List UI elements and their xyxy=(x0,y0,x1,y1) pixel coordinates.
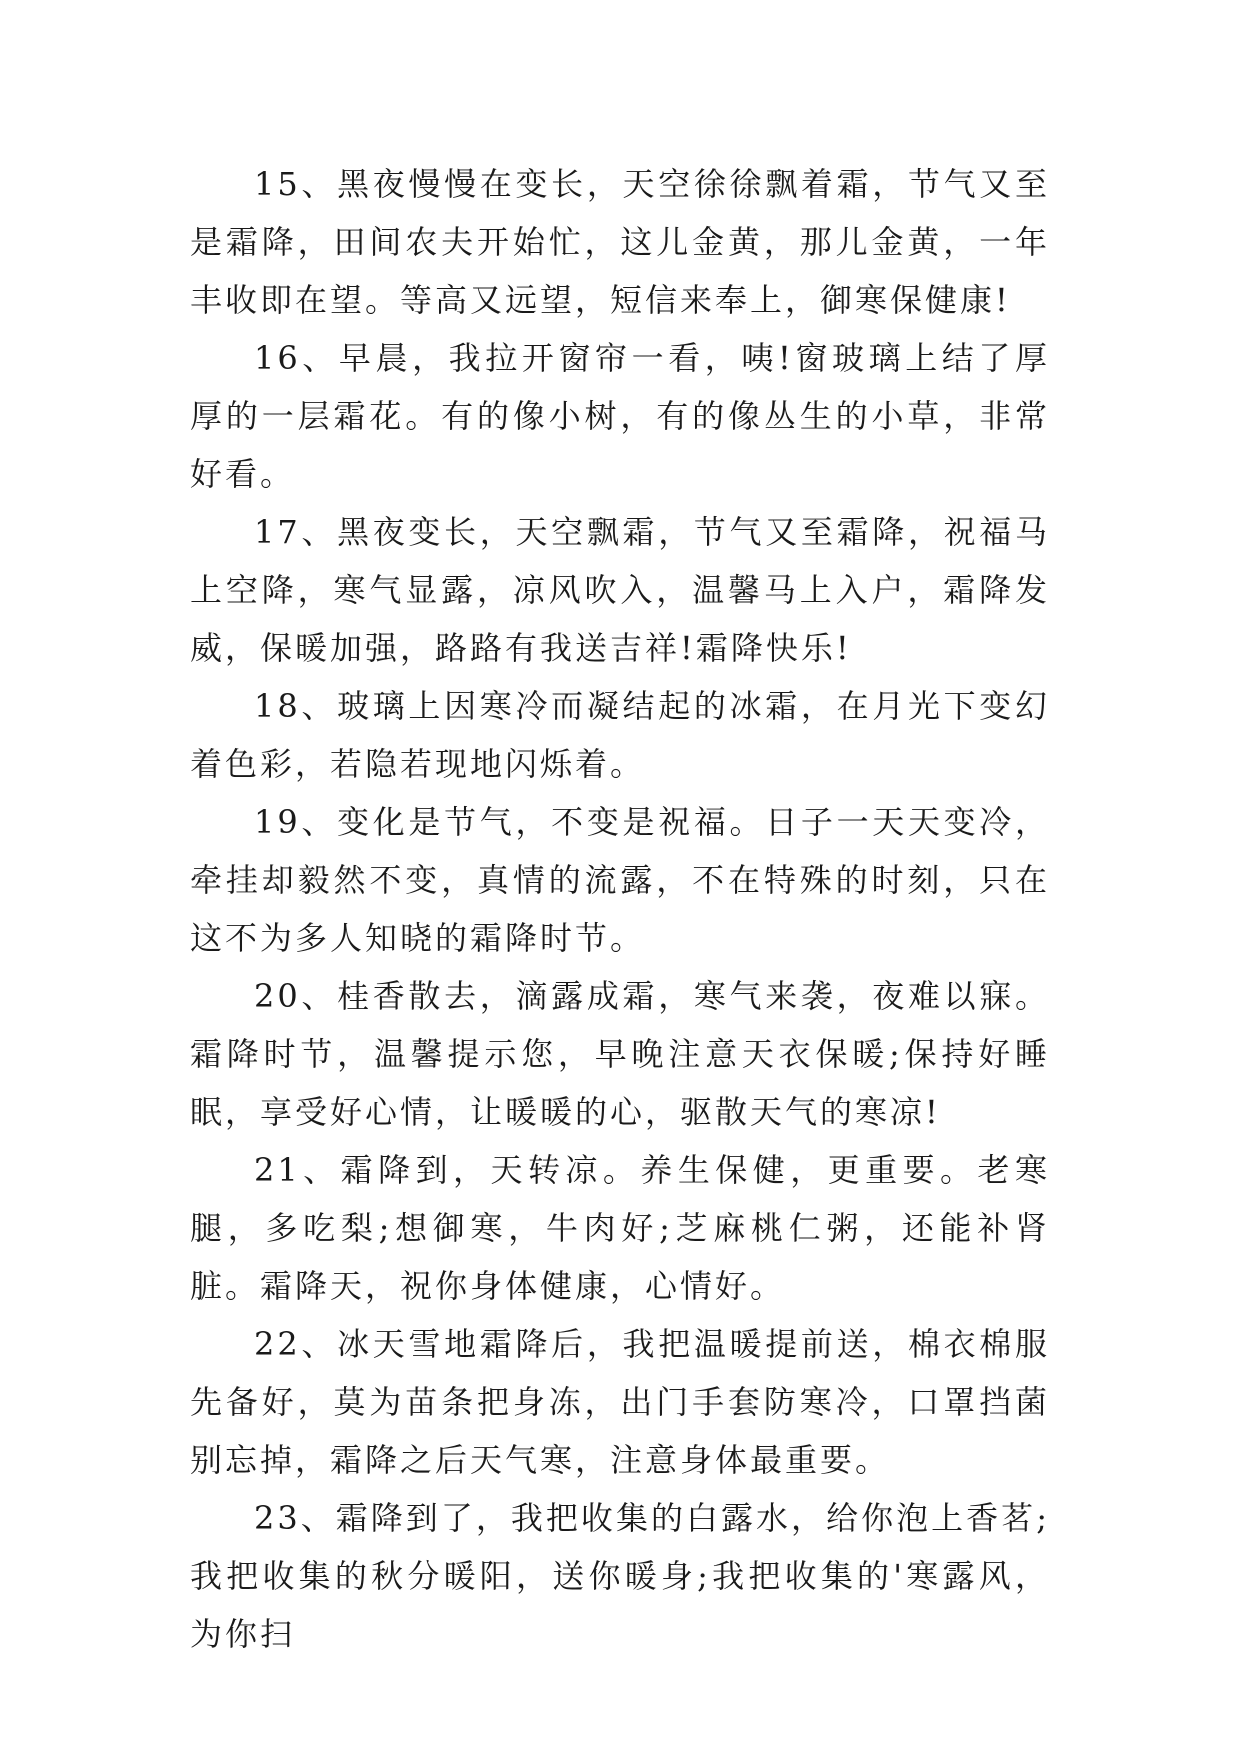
paragraph-15: 15、黑夜慢慢在变长，天空徐徐飘着霜，节气又至是霜降，田间农夫开始忙，这儿金黄，那儿金黄，一年丰收即在望。等高又远望，短信来奉上，御寒保健康! xyxy=(190,165,1050,319)
paragraph-17: 17、黑夜变长，天空飘霜，节气又至霜降，祝福马上空降，寒气显露，凉风吹入，温馨马上入户，霜降发威，保暖加强，路路有我送吉祥!霜降快乐! xyxy=(190,513,1050,667)
paragraph-22: 22、冰天雪地霜降后，我把温暖提前送，棉衣棉服先备好，莫为苗条把身冻，出门手套防寒冷，口罩挡菌别忘掉，霜降之后天气寒，注意身体最重要。 xyxy=(190,1325,1050,1479)
document-body xyxy=(190,155,1050,1663)
paragraph-20: 20、桂香散去，滴露成霜，寒气来袭，夜难以寐。霜降时节，温馨提示您，早晚注意天衣保暖;保持好睡眠，享受好心情，让暖暖的心，驱散天气的寒凉! xyxy=(190,977,1050,1131)
paragraph-16: 16、早晨，我拉开窗帘一看，咦!窗玻璃上结了厚厚的一层霜花。有的像小树，有的像丛生的小草，非常好看。 xyxy=(190,339,1050,493)
paragraph-18: 18、玻璃上因寒冷而凝结起的冰霜，在月光下变幻着色彩，若隐若现地闪烁着。 xyxy=(190,687,1050,783)
paragraph-23: 23、霜降到了，我把收集的白露水，给你泡上香茗;我把收集的秋分暖阳，送你暖身;我把收集的'寒露风，为你扫 xyxy=(190,1499,1050,1653)
paragraph-19: 19、变化是节气，不变是祝福。日子一天天变冷，牵挂却毅然不变，真情的流露，不在特殊的时刻，只在这不为多人知晓的霜降时节。 xyxy=(190,803,1050,957)
paragraph-21: 21、霜降到，天转凉。养生保健，更重要。老寒腿，多吃梨;想御寒，牛肉好;芝麻桃仁粥，还能补肾脏。霜降天，祝你身体健康，心情好。 xyxy=(190,1151,1050,1305)
